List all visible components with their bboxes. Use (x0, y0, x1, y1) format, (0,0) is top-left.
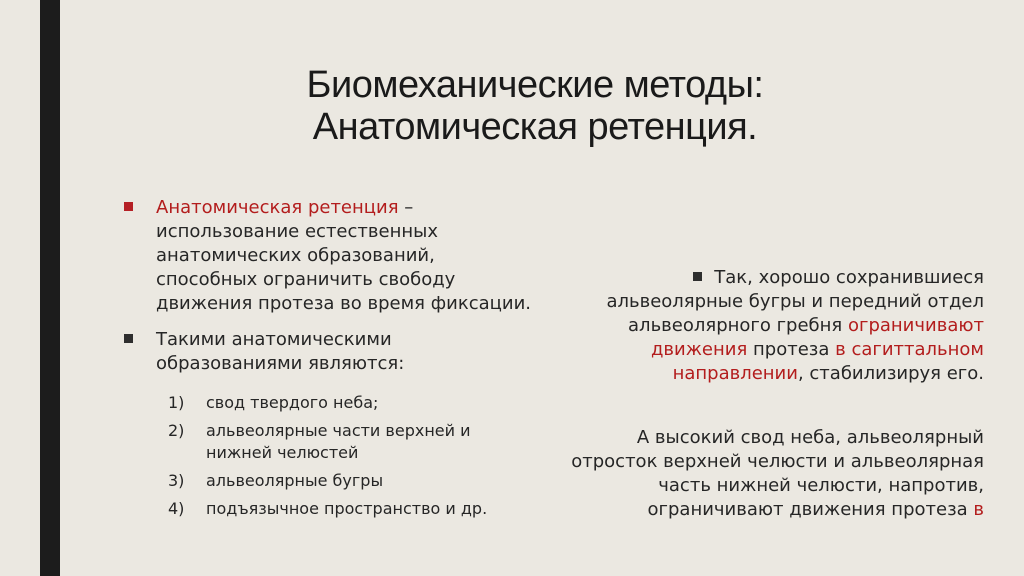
list-item (168, 392, 534, 414)
right-paragraph-2 (560, 426, 984, 522)
formations-text: Такими анатомическими образованиями являются: (156, 329, 405, 374)
bullet-marker (124, 334, 133, 343)
list-item-text: альвеолярные бугры (206, 471, 384, 490)
para1-highlight-2: в сагиттальном направлении (672, 339, 984, 384)
list-item-number: 2) (168, 421, 185, 440)
list-item-number: 3) (168, 471, 185, 490)
para1-before: Так, хорошо сохранившиеся альвеолярные бугры и передний отдел альвеолярного гребня (606, 267, 984, 336)
right-paragraph-1 (560, 266, 984, 386)
para1-highlight-1: ограничивают движения (650, 315, 984, 360)
slide-title (150, 64, 920, 148)
para1-after: , стабилизируя его. (797, 363, 984, 384)
list-item-text: свод твердого неба; (206, 393, 379, 412)
left-column (124, 196, 534, 526)
bullet-marker (124, 202, 133, 211)
left-accent-bar (40, 0, 60, 576)
right-column (560, 266, 984, 522)
definition-term: Анатомическая ретенция (156, 197, 399, 218)
para2-before: А высокий свод неба, альвеолярный отросток верхней челюсти и альвеолярная часть нижней челюсти, напротив, ограничивают движения протеза (571, 427, 984, 520)
list-item (168, 498, 534, 520)
bullet-formations (124, 328, 534, 376)
list-item-text: подъязычное пространство и др. (206, 499, 488, 518)
list-item (168, 470, 534, 492)
list-item-number: 4) (168, 499, 185, 518)
bullet-marker (693, 272, 702, 281)
definition-text: – использование естественных анатомических образований, способных ограничить свободу движения протеза во время фиксации. (156, 197, 531, 314)
para2-highlight: в (973, 499, 984, 520)
list-item (168, 420, 534, 464)
title-line-1: Биомеханические методы: (306, 64, 764, 106)
para1-middle: протеза (747, 339, 836, 360)
bullet-definition (124, 196, 534, 316)
title-line-2: Анатомическая ретенция. (312, 106, 758, 148)
formations-list (124, 392, 534, 520)
list-item-text: альвеолярные части верхней и нижней челюстей (206, 421, 471, 462)
list-item-number: 1) (168, 393, 185, 412)
